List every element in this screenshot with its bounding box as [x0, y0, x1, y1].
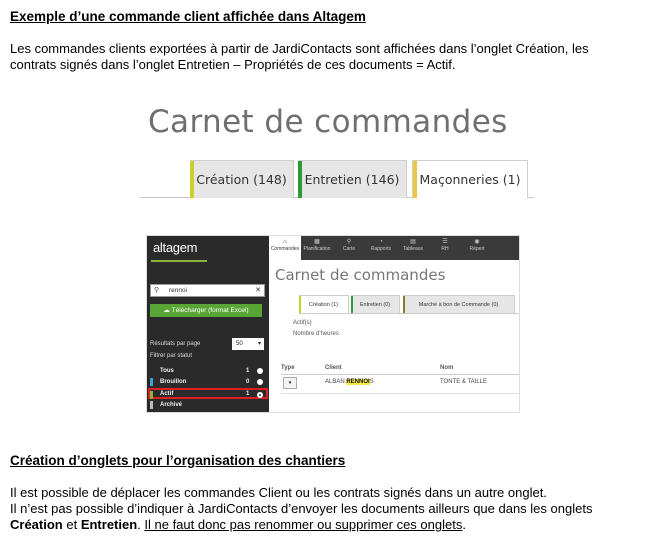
bold-creation: Création: [10, 517, 63, 532]
cart-icon: ⌂: [283, 239, 287, 245]
download-excel-button[interactable]: [150, 304, 262, 317]
people-icon: ☰: [442, 239, 448, 245]
tab-marche[interactable]: [403, 295, 515, 313]
status-filter-actif[interactable]: [148, 388, 268, 399]
results-per-page-select[interactable]: [232, 338, 264, 350]
chevron-down-icon: ▾: [257, 341, 261, 347]
close-icon[interactable]: ✕: [255, 287, 261, 294]
altagem-logo: altagem: [153, 240, 198, 255]
section-heading-example: Exemple d’une commande client affichée dans Altagem: [10, 9, 366, 24]
nav-label: Rapports: [370, 246, 392, 252]
paragraph-line: Les commandes clients exportées à partir de JardiContacts sont affichées dans l’onglet Création, les: [10, 41, 589, 56]
tab-bar: [299, 293, 519, 313]
tab-label: Maçonneries (1): [419, 172, 521, 187]
tab-label: Marché à bon de Commande (0): [418, 302, 499, 308]
results-per-page-label: Résultats par page: [150, 341, 201, 347]
search-highlight: RENNOI: [346, 379, 370, 385]
status-name: Brouillon: [160, 379, 187, 385]
column-header-client[interactable]: Client: [325, 365, 342, 371]
report-icon: ◔: [379, 239, 383, 245]
nav-label: RH: [441, 246, 449, 252]
actif-label: Actif(s): [293, 320, 312, 326]
directory-icon: ◉: [474, 239, 480, 245]
map-pin-icon: ⚲: [346, 239, 352, 245]
text-dot: .: [137, 517, 145, 532]
nav-tableaux[interactable]: [397, 239, 429, 253]
text-end: .: [462, 517, 466, 532]
status-name: Tous: [160, 368, 174, 374]
tab-maconneries[interactable]: [412, 160, 528, 199]
client-suffix: S: [369, 379, 374, 385]
altagem-screenshot: [146, 235, 520, 413]
client-prefix: ALBAN: [325, 379, 347, 385]
filter-status-label: Filtrer par statut: [150, 353, 193, 359]
paragraph-line: [10, 517, 466, 533]
hours-label: Nombre d'heures: [293, 331, 339, 337]
status-count: 1: [246, 391, 250, 397]
radio-icon[interactable]: [257, 392, 263, 398]
nav-carte[interactable]: [333, 239, 365, 253]
status-count: 1: [246, 368, 250, 374]
download-excel-label: Télécharger (format Excel): [171, 307, 249, 314]
column-header-type[interactable]: Type: [281, 365, 295, 371]
radio-icon[interactable]: [257, 379, 263, 385]
table-icon: ▤: [410, 239, 416, 245]
paragraph-line: contrats signés dans l’onglet Entretien – Propriétés de ces documents = Actif.: [10, 57, 456, 72]
nav-repertoire[interactable]: [461, 239, 493, 253]
tab-creation[interactable]: [190, 160, 294, 198]
nav-label: Carte: [342, 246, 356, 252]
status-name: Archivé: [160, 402, 183, 408]
top-navigation: [269, 236, 519, 260]
row-action-button[interactable]: ▾: [283, 377, 297, 389]
sidebar: [147, 236, 269, 413]
zoomed-tab-bar: [140, 156, 534, 198]
nav-rapports[interactable]: [365, 239, 397, 253]
status-filter-brouillon[interactable]: [150, 377, 267, 387]
nav-planification[interactable]: [301, 239, 333, 253]
nav-label: Commandes: [270, 246, 300, 252]
nav-label: Tableaux: [402, 246, 423, 252]
column-header-nom[interactable]: Nom: [440, 365, 454, 371]
tab-creation[interactable]: [299, 295, 349, 313]
section-heading-tabs: Création d’onglets pour l’organisation des chantiers: [10, 453, 346, 468]
zoomed-page-title: Carnet de commandes: [148, 104, 508, 140]
nav-label: Planification: [303, 246, 331, 252]
cloud-icon: ☁: [163, 307, 170, 314]
table-cell-nom[interactable]: TONTE & TAILLE: [440, 379, 488, 385]
status-count: 0: [246, 379, 250, 385]
status-filter-archive[interactable]: [150, 400, 267, 410]
tab-label: Création (1): [308, 302, 339, 308]
search-icon: ⚲: [154, 287, 160, 294]
bold-entretien: Entretien: [80, 517, 138, 532]
text-et: et: [62, 517, 81, 532]
paragraph-line: Il n’est pas possible d’indiquer à JardiContacts d’envoyer les documents ailleurs que dans les onglets: [10, 501, 593, 516]
tab-entretien[interactable]: [298, 160, 407, 198]
calendar-icon: ▦: [314, 239, 320, 245]
search-input[interactable]: [150, 284, 265, 297]
paragraph-line: Il est possible de déplacer les commandes Client ou les contrats signés dans un autre onglet.: [10, 485, 547, 500]
status-name: Actif: [160, 391, 174, 397]
underlined-warning: Il ne faut donc pas renommer ou supprimer ces onglets: [144, 517, 463, 532]
search-value: rennoi: [169, 287, 188, 294]
table-cell-client[interactable]: [325, 379, 374, 385]
radio-icon[interactable]: [257, 368, 263, 374]
nav-commandes[interactable]: [269, 236, 301, 260]
tab-label: Entretien (146): [304, 172, 400, 187]
nav-label: Répert: [469, 246, 485, 252]
tab-label: Entretien (0): [359, 302, 391, 308]
nav-rh[interactable]: [429, 239, 461, 253]
status-filter-tous[interactable]: [150, 366, 267, 376]
tab-label: Création (148): [196, 172, 287, 187]
tab-entretien[interactable]: [351, 295, 400, 313]
page-title: Carnet de commandes: [275, 266, 446, 284]
results-value: 50: [236, 341, 243, 347]
